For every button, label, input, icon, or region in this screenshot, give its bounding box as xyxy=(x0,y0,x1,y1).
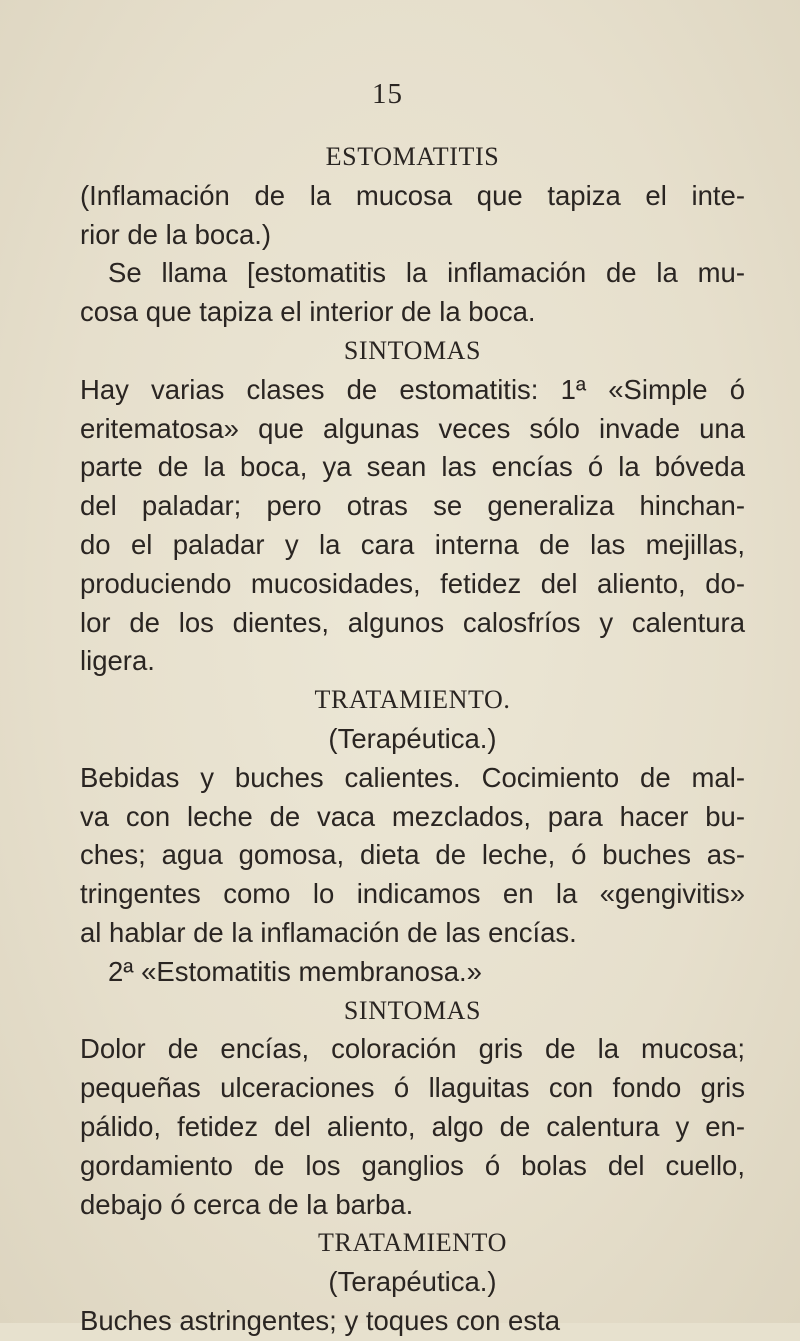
section-heading: SINTOMAS xyxy=(343,995,482,1025)
text-line: debajo ó cerca de la barba. xyxy=(80,1188,414,1220)
text-line: al hablar de la inflamación de las encías. xyxy=(80,916,577,948)
text-line: gordamiento de los ganglios ó bolas del cuello, xyxy=(80,1149,745,1181)
section-heading: ESTOMATITIS xyxy=(325,142,500,171)
text-line: pequeñas ulceraciones ó llaguitas con fondo gris xyxy=(80,1072,745,1104)
text-line: ches; agua gomosa, dieta de leche, ó buches as- xyxy=(80,839,745,871)
text-line: eritematosa» que algunas veces sólo invade una xyxy=(80,412,745,444)
section-heading: TRATAMIENTO. xyxy=(314,685,511,715)
section-heading: SINTOMAS xyxy=(343,335,482,365)
text-line: lor de los dientes, algunos calosfríos y calentura xyxy=(80,606,745,638)
text-line: ligera. xyxy=(80,645,155,677)
text-line: Dolor de encías, coloración gris de la mucosa; xyxy=(80,1033,745,1065)
text-line: (Terapéutica.) xyxy=(328,1266,497,1298)
text-line: parte de la boca, ya sean las encías ó la bóveda xyxy=(80,451,745,483)
text-line: tringentes como lo indicamos en la «gengivitis» xyxy=(80,878,745,910)
text-line: 2ª «Estomatitis membranosa.» xyxy=(108,955,482,987)
text-line: (Inflamación de la mucosa que tapiza el inte- xyxy=(80,179,745,211)
text-line: Bebidas y buches calientes. Cocimiento de mal- xyxy=(80,761,745,793)
text-line: cosa que tapiza el interior de la boca. xyxy=(80,296,536,328)
text-line: Buches astringentes; y toques con esta xyxy=(80,1304,561,1336)
text-line: rior de la boca.) xyxy=(80,218,272,250)
text-line: pálido, fetidez del aliento, algo de calentura y en- xyxy=(80,1110,745,1142)
text-line: do el paladar y la cara interna de las mejillas, xyxy=(80,528,745,560)
section-heading: TRATAMIENTO xyxy=(318,1228,507,1258)
text-line: (Terapéutica.) xyxy=(328,722,497,754)
text-line: Hay varias clases de estomatitis: 1ª «Simple ó xyxy=(80,373,745,405)
text-line: va con leche de vaca mezclados, para hacer bu- xyxy=(80,800,745,832)
page-number: 15 xyxy=(372,78,403,110)
page-text xyxy=(80,138,745,1341)
text-line: produciendo mucosidades, fetidez del aliento, do- xyxy=(80,567,745,599)
text-line: Se llama [estomatitis la inflamación de la mu- xyxy=(108,257,745,289)
text-line: del paladar; pero otras se generaliza hinchan- xyxy=(80,490,745,522)
